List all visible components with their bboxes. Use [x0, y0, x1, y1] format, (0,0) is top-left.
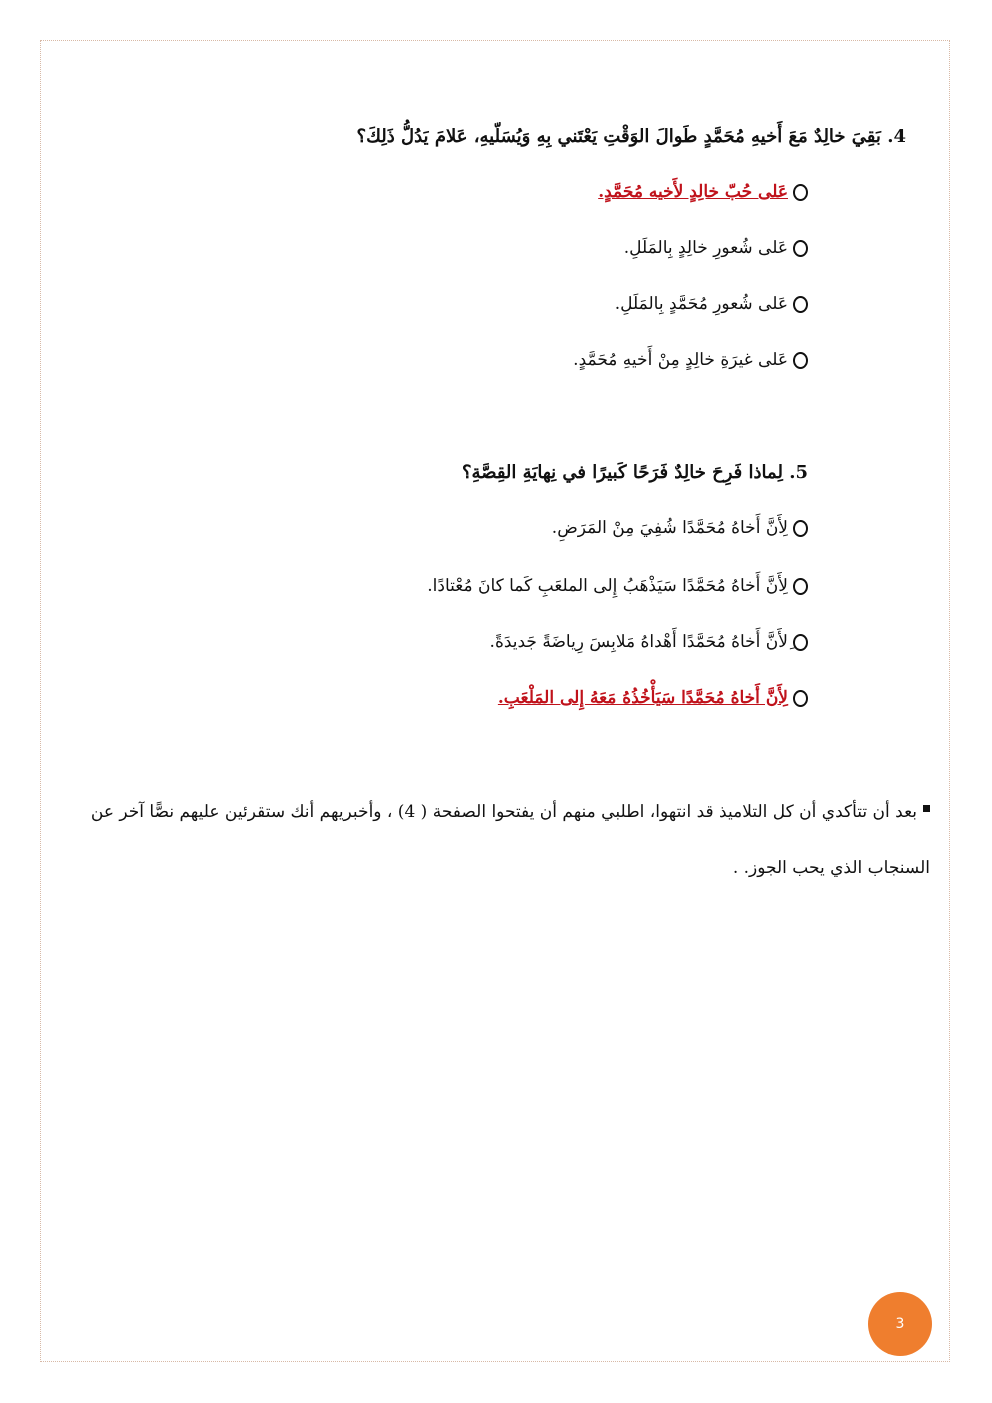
q4-option-4-label: عَلى غيرَةِ خالِدٍ مِنْ أَخيهِ مُحَمَّدٍ. — [573, 350, 788, 370]
q4-option-1-label: عَلى حُبّ خالِدٍ لأَخيه مُحَمَّدٍ. — [598, 182, 788, 202]
radio-circle-icon[interactable] — [793, 520, 808, 537]
page-number-badge: 3 — [868, 1292, 932, 1356]
q4-option-3-label: عَلى شُعورِ مُحَمَّدٍ بِالمَلَلِ. — [614, 294, 788, 314]
q4-option-2[interactable] — [624, 236, 808, 260]
bullet-square-icon — [923, 805, 930, 812]
q4-option-1[interactable] — [598, 180, 808, 204]
q4-option-3[interactable] — [615, 292, 808, 316]
question-4: 4. بَقِيَ خالِدٌ مَعَ أَخيهِ مُحَمَّدٍ طَوالَ الوَقْتِ يَعْتَني بِهِ وَيُسَلّيهِ، عَلامَ يَدُلُّ ذَلِكَ؟ — [356, 126, 906, 147]
q5-option-2[interactable] — [427, 574, 808, 598]
q5-option-3-label: ِلأَنَّ أَخاهُ مُحَمَّدًا أَهْداهُ مَلابِسَ رِياضَةً جَديدَةً. — [489, 632, 788, 652]
q4-option-4[interactable] — [573, 348, 808, 372]
radio-circle-icon[interactable] — [793, 240, 808, 257]
q5-option-4-label: لِأَنَّ أَخاهُ مُحَمَّدًا سَيَأْخُذُهُ مَعَهُ إِلى المَلْعَبِ. — [497, 688, 788, 708]
radio-circle-icon[interactable] — [793, 184, 808, 201]
question-5: 5. لِماذا فَرِحَ خالِدٌ فَرَحًا كَبيرًا في نِهايَةِ القِصَّةِ؟ — [462, 462, 808, 483]
radio-circle-icon[interactable] — [793, 690, 808, 707]
q5-option-1[interactable] — [552, 516, 808, 540]
radio-circle-icon[interactable] — [793, 352, 808, 369]
q5-option-2-label: لِأَنَّ أَخاهُ مُحَمَّدًا سَيَذْهَبُ إِلى الملعَبِ كَما كانَ مُعْتادًا. — [427, 576, 788, 596]
q5-option-1-label: لِأَنَّ أَخاهُ مُحَمَّدًا شُفِيَ مِنْ المَرَضِ. — [551, 518, 788, 538]
page-border — [40, 40, 950, 1362]
teacher-note-text-1: بعد أن تتأكدي أن كل التلاميذ قد انتهوا، اطلبي منهم أن يفتحوا الصفحة ( 4) ، وأخبريهم أنك ستقرئين عليهم نصًّا آخر عن — [90, 802, 917, 822]
radio-circle-icon[interactable] — [793, 296, 808, 313]
teacher-note-line-1 — [91, 800, 930, 824]
teacher-note-line-2: السنجاب الذي يحب الجوز. . — [732, 858, 930, 878]
radio-circle-icon[interactable] — [793, 634, 808, 651]
q4-option-2-label: عَلى شُعورِ خالِدٍ بِالمَلَلِ. — [623, 238, 788, 258]
q5-option-3[interactable] — [490, 630, 808, 654]
q5-option-4[interactable] — [498, 686, 808, 710]
radio-circle-icon[interactable] — [793, 578, 808, 595]
